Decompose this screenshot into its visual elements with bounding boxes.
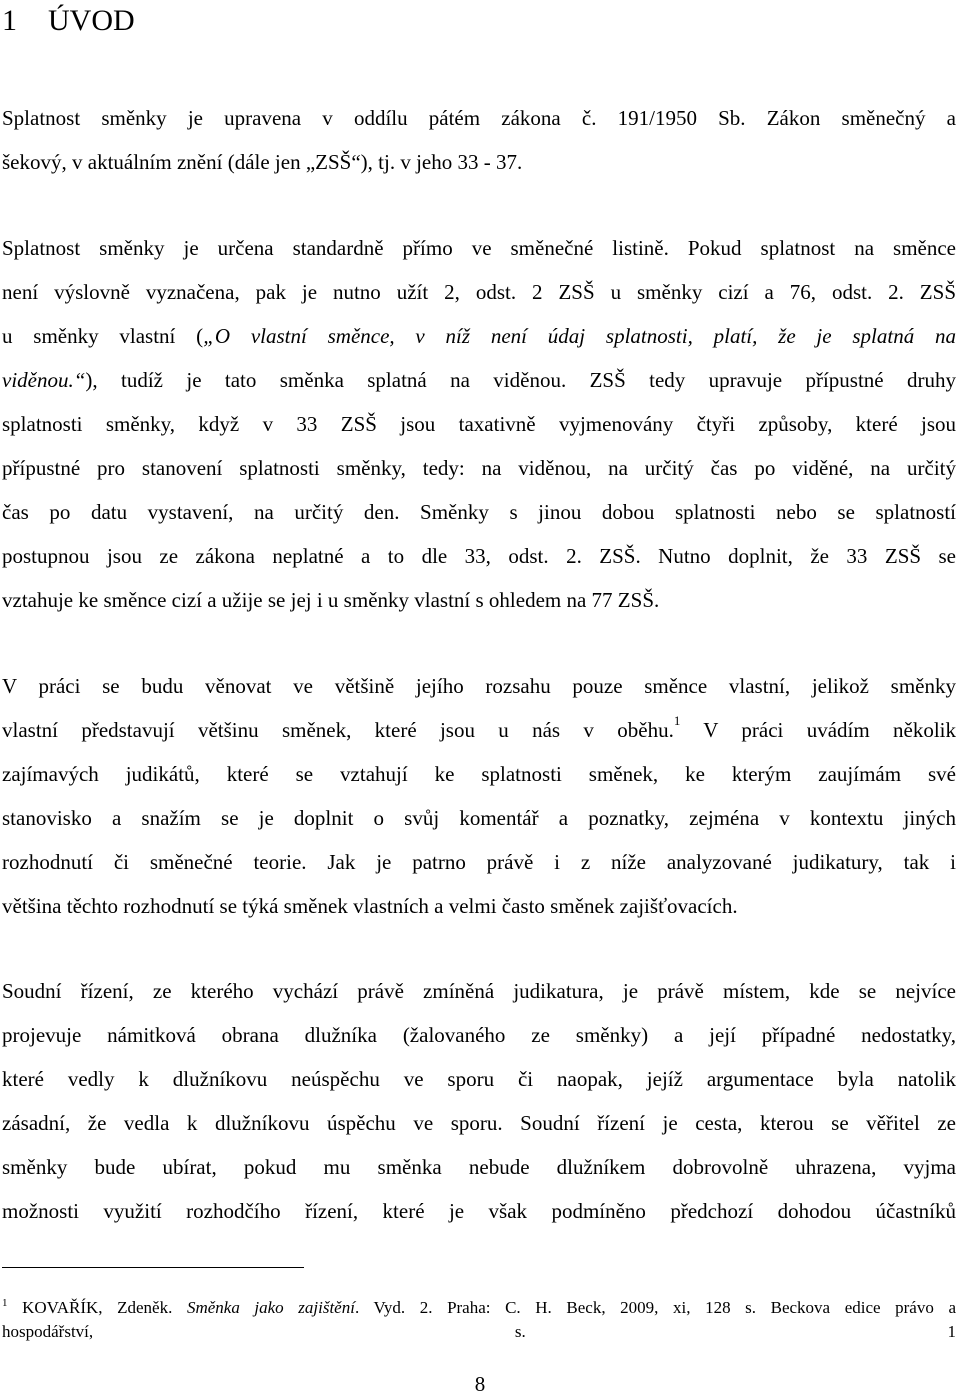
paragraph-4 [2,969,956,1233]
paragraph-line: šekový, v aktuálním znění (dále jen „ZSŠ“), tj. v jeho 33 - 37. [2,150,523,174]
text-run: V práci uvádím několik [680,718,956,742]
paragraph-line: přípustné pro stanovení splatnosti směnky, tedy: na viděnou, na určitý čas po viděné, na určitý [2,456,956,480]
paragraph-line: postupnou jsou ze zákona neplatné a to dle 33, odst. 2. ZSŠ. Nutno doplnit, že 33 ZSŠ se [2,544,956,568]
paragraph-line: V práci se budu věnovat ve většině jejího rozsahu pouze směnce vlastní, jelikož směnky [2,674,956,698]
footnote-book-title: Směnka jako zajištění [186,1298,355,1317]
paragraph-line: čas po datu vystavení, na určitý den. Směnky s jinou dobou splatnosti nebo se splatností [2,500,956,524]
footnote-line [2,1296,956,1320]
footnote [2,1296,956,1344]
paragraph-line: splatnosti směnky, když v 33 ZSŠ jsou taxativně vyjmenovány čtyři způsoby, které jsou [2,412,956,436]
paragraph-line: většina těchto rozhodnutí se týká směnek vlastních a velmi často směnek zajišťovacích. [2,894,738,918]
quoted-statute-text: viděnou.“ [2,368,86,392]
paragraph-line: vztahuje ke směnce cizí a užije se jej i u směnky vlastní s ohledem na 77 ZSŠ. [2,588,660,612]
paragraph-line: které vedly k dlužníkovu neúspěchu ve sporu či naopak, jejíž argumentace byla natolik [2,1067,956,1091]
paragraph-line: Soudní řízení, ze kterého vychází právě zmíněná judikatura, je právě místem, kde se nejvíce [2,979,956,1003]
paragraph-line [2,314,956,358]
text-run: vlastní představují většinu směnek, které jsou u nás v oběhu. [2,718,674,742]
paragraph-3 [2,664,956,928]
chapter-heading [2,2,135,40]
chapter-number: 1 [2,4,17,37]
page-number: 8 [474,1372,486,1396]
footnote-author: KOVAŘÍK, Zdeněk. [7,1298,187,1317]
paragraph-line: zásadní, že vedla k dlužníkovu úspěchu ve sporu. Soudní řízení je cesta, kterou se věřitel ze [2,1111,956,1135]
paragraph-line: směnky bude ubírat, pokud mu směnka nebude dlužníkem dobrovolně uhrazena, vyjma [2,1155,956,1179]
paragraph-line: možnosti využití rozhodčího řízení, které je však podmíněno předchozí dohodou účastníků [2,1199,956,1223]
quoted-statute-text: „O vlastní směnce, v níž není údaj splatnosti, platí, že je splatná na [203,324,956,348]
chapter-title: ÚVOD [48,4,135,37]
text-run: u směnky vlastní ( [2,324,204,348]
paragraph-line: stanovisko a snažím se je doplnit o svůj komentář a poznatky, zejména v kontextu jiných [2,806,956,830]
paragraph-line: Splatnost směnky je upravena v oddílu pátém zákona č. 191/1950 Sb. Zákon směnečný a [2,106,956,130]
paragraph-line [2,358,956,402]
text-run: ), tudíž je tato směnka splatná na viděnou. ZSŠ tedy upravuje přípustné druhy [85,368,956,392]
paragraph-line: není výslovně vyznačena, pak je nutno užít 2, odst. 2 ZSŠ u směnky cizí a 76, odst. 2. ZSŠ [2,280,956,304]
footnote-marker: 1 [2,1297,8,1309]
footnote-separator [2,1267,304,1268]
paragraph-line: zajímavých judikátů, které se vztahují ke splatnosti směnek, ke kterým zaujímám své [2,762,956,786]
footnote-publication: . Vyd. 2. Praha: C. H. Beck, 2009, xi, 128 s. Beckova edice právo a [354,1298,956,1317]
paragraph-line: projevuje námitková obrana dlužníka (žalovaného ze směnky) a její případné nedostatky, [2,1023,956,1047]
paragraph-line: Splatnost směnky je určena standardně přímo ve směnečné listině. Pokud splatnost na směnce [2,236,956,260]
paragraph-2 [2,226,956,622]
footnote-reference[interactable]: 1 [673,713,681,728]
paragraph-line [2,708,956,752]
paragraph-line: rozhodnutí či směnečné teorie. Jak je patrno právě i z níže analyzované judikatury, tak i [2,850,956,874]
paragraph-1 [2,96,956,184]
footnote-line: hospodářství, s. 1 [2,1322,956,1341]
